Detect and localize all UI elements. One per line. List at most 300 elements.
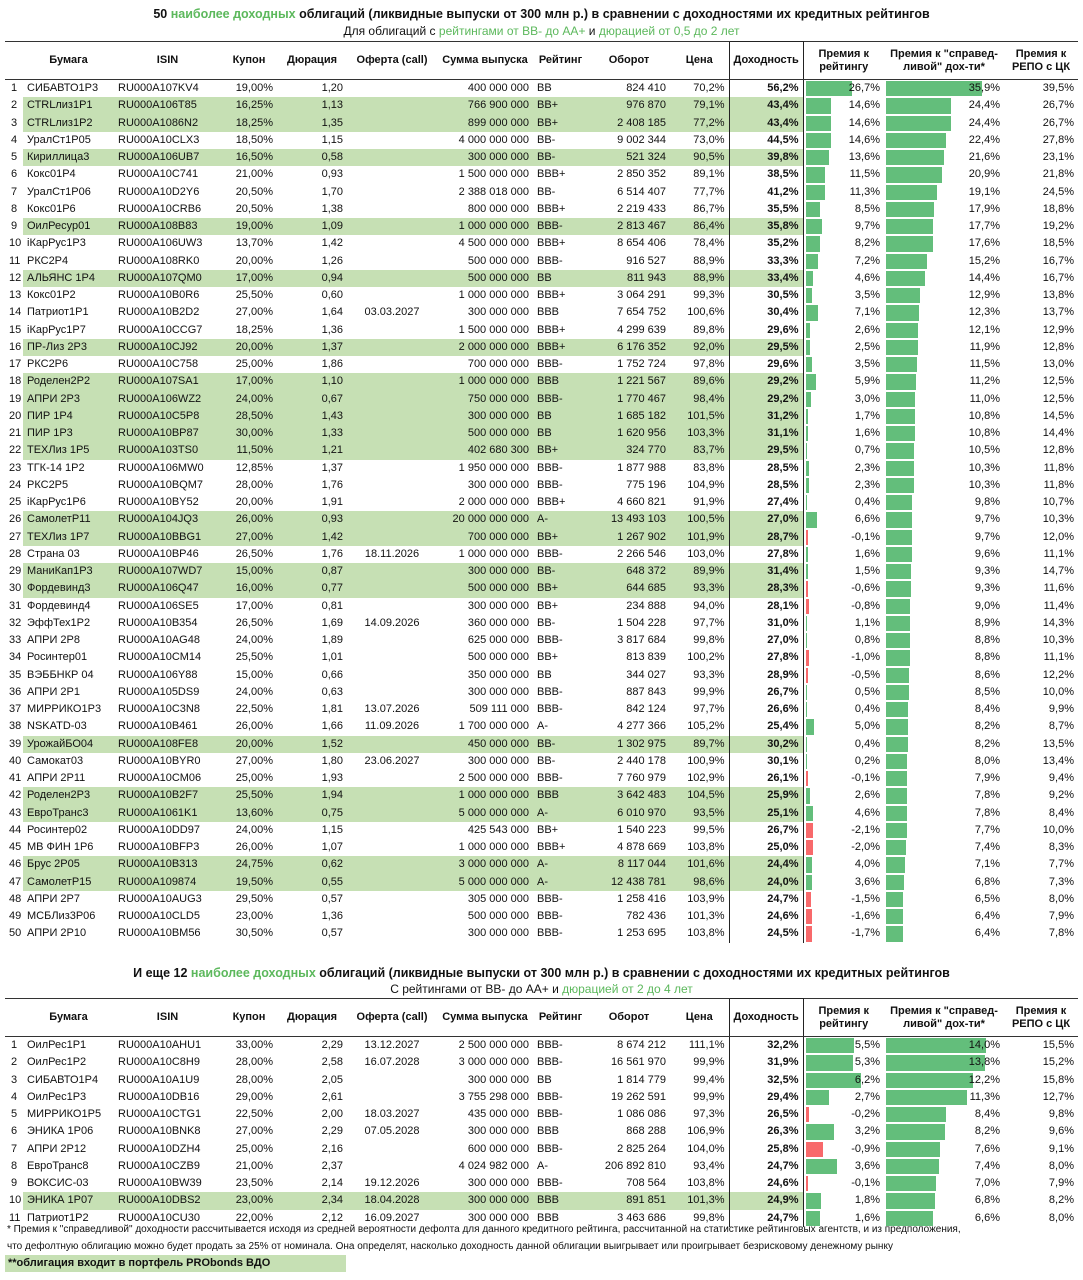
premium-rating-value: 2,3% [854, 461, 880, 474]
isin-code: RU000A10BW39 [118, 1177, 202, 1189]
premium-fair-value: 12,2% [968, 1073, 1000, 1086]
credit-rating: A- [533, 805, 588, 822]
premium-fair-cell [884, 425, 1004, 442]
yield-value: 35,8% [729, 218, 803, 235]
premium-rating-cell [803, 615, 884, 632]
premium-fair-cell [884, 805, 1004, 822]
issue-size: 3 000 000 000 [437, 856, 533, 873]
premium-fair-bar [886, 340, 918, 355]
row-index: 50 [9, 927, 22, 940]
premium-repo-value: 7,8% [1048, 927, 1074, 940]
premium-fair-cell [884, 442, 1004, 459]
premium-fair-value: 7,1% [974, 858, 1000, 871]
coupon-value: 30,50% [235, 927, 273, 940]
premium-rating-bar [806, 236, 820, 251]
price-value: 94,0% [693, 599, 725, 612]
duration-value: 1,01 [321, 651, 343, 664]
premium-rating-value: 0,8% [854, 634, 880, 646]
coupon-value: 25,00% [235, 358, 273, 370]
premium-fair-value: 8,5% [974, 685, 1000, 698]
premium-repo-value: 11,6% [1043, 582, 1074, 595]
yield-value: 28,1% [729, 598, 803, 615]
bond-name: ЭффТех1Р2 [27, 616, 91, 629]
yield-value: 26,1% [729, 770, 803, 787]
premium-rating-bar [806, 167, 826, 182]
price-value: 77,7% [693, 185, 725, 198]
yield-value: 27,4% [729, 494, 803, 511]
isin-code: RU000A10BY52 [118, 496, 199, 508]
premium-rating-value: -0,8% [851, 599, 880, 612]
premium-fair-bar [886, 599, 910, 614]
premium-fair-cell [884, 856, 1004, 873]
premium-rating-cell [803, 460, 884, 477]
yield-value: 25,8% [729, 1141, 803, 1158]
bond-name: АПРИ 2Р12 [27, 1142, 87, 1155]
duration-value: 1,07 [321, 841, 343, 853]
premium-rating-cell [803, 339, 884, 356]
premium-fair-bar [886, 840, 906, 855]
coupon-value: 26,50% [235, 616, 273, 629]
credit-rating: A- [533, 874, 588, 891]
issue-size: 300 000 000 [467, 306, 529, 319]
premium-rating-bar [806, 185, 825, 200]
yield-value: 27,8% [729, 649, 803, 666]
price-value: 103,9% [687, 892, 725, 905]
offer-date: 18.11.2026 [364, 547, 420, 560]
isin-code: RU000A10C758 [118, 358, 199, 370]
premium-rating-cell [803, 373, 884, 390]
premium-fair-value: 17,6% [968, 237, 1000, 250]
issue-size: 500 000 000 [437, 270, 533, 287]
issue-size: 509 111 000 [469, 703, 529, 715]
isin-code: RU000A10BYR0 [118, 754, 201, 767]
bond-name: СИБАВТО1Р4 [27, 1073, 99, 1086]
premium-rating-value: 0,4% [854, 496, 880, 508]
isin-code: RU000A106MW0 [118, 461, 204, 474]
turnover-value: 824 410 [626, 82, 666, 94]
price-value: 104,5% [670, 787, 729, 804]
credit-rating: BBB- [537, 1056, 563, 1069]
coupon-value: 33,00% [235, 1039, 273, 1051]
premium-rating-value: 3,6% [854, 1159, 880, 1172]
credit-rating: BB [537, 1073, 552, 1086]
row-index: 9 [10, 220, 18, 232]
row-index: 32 [9, 616, 22, 629]
premium-fair-cell [884, 115, 1004, 132]
coupon-value: 25,00% [235, 772, 273, 784]
duration-value: 0,75 [277, 805, 347, 822]
premium-rating-bar [806, 409, 809, 424]
credit-rating: BBB+ [537, 289, 566, 301]
turnover-value: 916 527 [626, 254, 666, 267]
premium-fair-bar [886, 1142, 940, 1157]
offer-date: 16.09.2027 [364, 1211, 420, 1224]
premium-repo-value: 9,2% [1048, 789, 1074, 802]
premium-rating-cell [803, 874, 884, 891]
issue-size: 300 000 000 [437, 408, 533, 425]
premium-rating-bar [806, 426, 809, 441]
offer-date [347, 563, 437, 580]
duration-value: 2,29 [321, 1039, 343, 1051]
bond-name: iКарРус1Р7 [27, 323, 86, 336]
issue-size: 2 500 000 000 [458, 772, 529, 784]
premium-repo-value: 13,0% [1042, 358, 1074, 370]
row-index: 7 [10, 1142, 18, 1155]
bond-name: iКарРус1Р6 [27, 496, 86, 508]
isin-code: RU000A10D2Y6 [118, 185, 200, 198]
issue-size: 4 500 000 000 [458, 237, 529, 250]
premium-repo-value: 10,3% [1042, 513, 1074, 526]
offer-date [347, 270, 437, 287]
table-row [5, 563, 1078, 580]
premium-fair-bar [886, 116, 951, 131]
premium-fair-bar [886, 236, 933, 251]
premium-rating-bar [806, 254, 818, 269]
turnover-value: 4 299 639 [617, 323, 666, 336]
issue-size: 300 000 000 [467, 927, 529, 940]
price-value: 83,7% [670, 442, 729, 459]
turnover-value: 3 817 684 [617, 634, 666, 646]
premium-rating-cell [803, 839, 884, 856]
premium-fair-value: 10,8% [968, 409, 1000, 422]
premium-fair-cell [884, 287, 1004, 304]
premium-rating-cell [803, 1037, 884, 1055]
isin-code: RU000A107KV4 [118, 82, 199, 94]
issue-size: 600 000 000 [467, 1142, 529, 1155]
issue-size: 1 700 000 000 [458, 720, 529, 733]
header-offer: Оферта (call) [347, 999, 437, 1037]
premium-rating-cell [803, 356, 884, 373]
offer-date: 16.07.2028 [364, 1056, 420, 1069]
yield-value: 32,5% [729, 1072, 803, 1089]
row-index: 11 [9, 1211, 21, 1224]
premium-rating-bar [806, 1176, 808, 1191]
duration-value: 1,37 [321, 461, 343, 474]
premium-rating-bar [806, 219, 823, 234]
premium-fair-cell [884, 529, 1004, 546]
table-row [5, 580, 1078, 597]
premium-rating-cell [803, 270, 884, 287]
turnover-value: 6 514 407 [617, 185, 666, 198]
premium-rating-bar [806, 116, 831, 131]
table-row [5, 356, 1078, 373]
issue-size: 425 543 000 [467, 823, 529, 836]
duration-value: 1,36 [321, 323, 343, 336]
table-row [5, 701, 1078, 718]
turnover-value: 648 372 [588, 563, 670, 580]
bond-name: АЛЬЯНС 1Р4 [23, 270, 114, 287]
premium-fair-cell [884, 1192, 1004, 1209]
coupon-value: 25,50% [221, 787, 277, 804]
header-name: Бумага [23, 42, 114, 80]
credit-rating: BB [537, 668, 552, 681]
offer-date [347, 1072, 437, 1089]
price-value: 102,9% [687, 772, 725, 784]
premium-fair-bar [886, 271, 925, 286]
turnover-value: 3 463 686 [617, 1211, 666, 1224]
premium-repo-value: 11,1% [1043, 547, 1074, 560]
duration-value: 2,16 [321, 1142, 343, 1155]
premium-fair-bar [886, 892, 903, 907]
header-turnover: Оборот [588, 42, 670, 80]
table-row [5, 546, 1078, 563]
premium-fair-value: 24,4% [968, 99, 1000, 112]
row-index: 11 [9, 254, 21, 267]
issue-size: 450 000 000 [437, 736, 533, 753]
turnover-value: 521 324 [588, 149, 670, 166]
premium-rating-bar [806, 892, 812, 907]
credit-rating: BBB- [537, 1090, 563, 1103]
premium-fair-cell [884, 201, 1004, 218]
premium-fair-cell [884, 339, 1004, 356]
premium-fair-bar [886, 219, 933, 234]
turnover-value: 868 288 [626, 1125, 666, 1138]
coupon-value: 11,50% [221, 442, 277, 459]
premium-rating-value: 1,6% [854, 1211, 880, 1224]
credit-rating: A- [537, 1159, 548, 1172]
isin-code: RU000A10C3N8 [118, 703, 200, 715]
row-index: 6 [10, 1125, 18, 1138]
premium-fair-cell [884, 891, 1004, 908]
coupon-value: 22,50% [235, 1108, 273, 1120]
premium-rating-bar [806, 495, 807, 510]
isin-code: RU000A105DS9 [118, 685, 200, 698]
table-row [5, 442, 1078, 459]
premium-rating-value: -0,1% [851, 530, 880, 543]
yield-value: 44,5% [729, 132, 803, 149]
coupon-value: 19,00% [221, 218, 277, 235]
table-row [5, 615, 1078, 632]
duration-value: 1,70 [321, 185, 343, 198]
premium-fair-value: 22,4% [968, 133, 1000, 146]
table-row [5, 753, 1078, 770]
issue-size: 1 000 000 000 [458, 547, 529, 560]
row-index: 36 [9, 685, 22, 698]
credit-rating: BBB- [537, 927, 563, 940]
turnover-value: 1 504 228 [617, 616, 666, 629]
duration-value: 1,43 [277, 408, 347, 425]
premium-fair-cell [884, 132, 1004, 149]
coupon-value: 26,00% [235, 720, 273, 733]
price-value: 92,0% [670, 339, 729, 356]
yield-value: 26,6% [729, 701, 803, 718]
bond-name: iКарРус1Р3 [27, 237, 86, 250]
issue-size: 402 680 300 [437, 442, 533, 459]
premium-rating-cell [803, 925, 884, 942]
yield-value: 28,3% [729, 580, 803, 597]
premium-fair-bar [886, 564, 911, 579]
premium-rating-cell [803, 598, 884, 615]
row-index: 34 [9, 651, 22, 664]
duration-value: 2,00 [321, 1108, 343, 1120]
price-value: 99,9% [693, 1090, 725, 1103]
duration-value: 1,69 [321, 616, 343, 629]
coupon-value: 28,50% [221, 408, 277, 425]
header-prem-fair: Премия к "справед-ливой" дох-ти* [884, 42, 1004, 80]
table-row [5, 649, 1078, 666]
bond-name: Фордевинд4 [27, 599, 91, 612]
isin-code: RU000A10CZB9 [118, 1159, 200, 1172]
premium-rating-bar [806, 1142, 824, 1157]
row-index: 3 [10, 116, 18, 129]
yield-value: 31,4% [729, 563, 803, 580]
premium-fair-cell [884, 908, 1004, 925]
duration-value: 2,14 [321, 1177, 343, 1189]
issue-size: 1 000 000 000 [458, 841, 529, 853]
premium-fair-cell [884, 701, 1004, 718]
offer-date [347, 322, 437, 339]
coupon-value: 13,60% [221, 805, 277, 822]
premium-fair-value: 10,8% [968, 427, 1000, 439]
offer-date [347, 97, 437, 114]
premium-fair-cell [884, 546, 1004, 563]
premium-repo-value: 12,7% [1042, 1090, 1074, 1103]
turnover-value: 1 770 467 [588, 391, 670, 408]
offer-date [347, 770, 437, 787]
premium-fair-value: 7,7% [974, 823, 1000, 836]
bond-name: МИРРИКО1Р5 [27, 1108, 102, 1120]
coupon-value: 17,00% [221, 373, 277, 390]
premium-rating-value: 4,0% [854, 858, 880, 871]
row-index: 29 [9, 565, 22, 577]
premium-rating-value: -0,1% [851, 772, 880, 784]
issue-size: 4 000 000 000 [458, 133, 529, 146]
price-value: 99,3% [693, 289, 725, 301]
premium-repo-value: 21,8% [1042, 168, 1074, 181]
premium-rating-cell [803, 166, 884, 183]
premium-repo-value: 7,7% [1048, 858, 1074, 871]
row-index: 25 [9, 496, 22, 508]
premium-repo-value: 11,8% [1043, 478, 1074, 491]
price-value: 86,7% [693, 202, 725, 215]
turnover-value: 2 408 185 [588, 115, 670, 132]
premium-fair-cell [884, 149, 1004, 166]
premium-repo-value: 8,0% [1048, 1211, 1074, 1224]
row-index: 30 [9, 582, 22, 595]
premium-repo-value: 26,7% [1042, 99, 1074, 112]
isin-code: RU000A10BFP3 [118, 841, 200, 853]
isin-code: RU000A10DB16 [118, 1090, 200, 1103]
premium-rating-value: 8,5% [854, 202, 880, 215]
price-value: 88,9% [670, 270, 729, 287]
isin-code: RU000A10CLD5 [118, 910, 200, 922]
yield-value: 25,0% [729, 839, 803, 856]
table-row [5, 925, 1078, 942]
premium-fair-cell [884, 373, 1004, 390]
offer-date [347, 425, 437, 442]
premium-rating-bar [806, 1090, 830, 1105]
duration-value: 1,10 [277, 373, 347, 390]
premium-fair-cell [884, 322, 1004, 339]
yield-value: 31,2% [729, 408, 803, 425]
isin-code: RU000A10CCG7 [118, 323, 203, 336]
header-duration: Дюрация [277, 42, 347, 80]
premium-rating-value: 3,6% [854, 875, 880, 888]
duration-value: 0,57 [321, 892, 343, 905]
premium-repo-value: 9,8% [1048, 1108, 1074, 1120]
premium-fair-value: 6,8% [974, 1194, 1000, 1207]
table-row [5, 1158, 1078, 1175]
duration-value: 1,09 [277, 218, 347, 235]
bonds-table-long [5, 998, 1078, 1227]
yield-value: 38,5% [729, 166, 803, 183]
table-row [5, 322, 1078, 339]
premium-rating-value: 7,1% [854, 306, 880, 319]
table-row [5, 425, 1078, 442]
premium-fair-bar [886, 1159, 939, 1174]
bond-name: СТRLлиз1P2 [23, 115, 114, 132]
yield-value: 29,6% [729, 356, 803, 373]
premium-fair-bar [886, 167, 942, 182]
bond-name: ЭНИКА 1Р07 [23, 1192, 114, 1209]
premium-rating-bar [806, 271, 814, 286]
credit-rating: BBB- [537, 1177, 563, 1189]
offer-date [347, 529, 437, 546]
isin-code: RU000A1061K1 [114, 805, 221, 822]
table-row [5, 805, 1078, 822]
premium-repo-value: 39,5% [1042, 82, 1074, 94]
premium-rating-value: 2,3% [854, 478, 880, 491]
premium-rating-value: 0,2% [854, 754, 880, 767]
credit-rating: BB+ [533, 529, 588, 546]
premium-rating-bar [806, 133, 831, 148]
bond-name: МИРРИКО1Р3 [27, 703, 102, 715]
premium-fair-bar [886, 581, 911, 596]
isin-code: RU000A10BBG1 [114, 529, 221, 546]
premium-repo-value: 10,3% [1042, 634, 1074, 646]
premium-fair-value: 8,6% [974, 668, 1000, 681]
bond-name: РКС2Р5 [27, 478, 69, 491]
price-value: 77,2% [670, 115, 729, 132]
premium-fair-bar [886, 754, 907, 769]
premium-rating-cell [803, 408, 884, 425]
premium-rating-value: 2,6% [854, 789, 880, 802]
price-value: 101,5% [670, 408, 729, 425]
premium-rating-value: 0,4% [854, 737, 880, 750]
turnover-value: 811 943 [588, 270, 670, 287]
bond-name: ВОКСИС-03 [27, 1177, 89, 1189]
turnover-value: 2 813 467 [588, 218, 670, 235]
coupon-value: 20,50% [235, 185, 273, 198]
row-index: 9 [10, 1177, 18, 1189]
premium-fair-value: 8,4% [974, 703, 1000, 715]
issue-size: 2 388 018 000 [458, 185, 529, 198]
premium-fair-bar [886, 530, 912, 545]
credit-rating: BB- [537, 133, 556, 146]
bond-name: Роделен2Р2 [23, 373, 114, 390]
premium-fair-bar [886, 788, 907, 803]
yield-value: 24,7% [729, 891, 803, 908]
premium-rating-value: 5,9% [854, 375, 880, 388]
offer-date [347, 511, 437, 528]
coupon-value: 21,00% [235, 1159, 273, 1172]
header-prem-fair: Премия к "справед-ливой" дох-ти* [884, 999, 1004, 1037]
premium-rating-value: 1,6% [854, 427, 880, 439]
yield-value: 31,1% [729, 425, 803, 442]
isin-code: RU000A106Q47 [114, 580, 221, 597]
premium-fair-cell [884, 736, 1004, 753]
row-index: 2 [10, 99, 18, 112]
premium-fair-cell [884, 1037, 1004, 1055]
premium-rating-bar [806, 1055, 853, 1070]
premium-repo-value: 16,7% [1042, 254, 1074, 267]
turnover-value: 813 839 [626, 651, 666, 664]
table-row [5, 1141, 1078, 1158]
price-value: 99,8% [693, 634, 725, 646]
turnover-value: 2 825 264 [617, 1142, 666, 1155]
premium-fair-cell [884, 718, 1004, 735]
premium-rating-cell [803, 1072, 884, 1089]
